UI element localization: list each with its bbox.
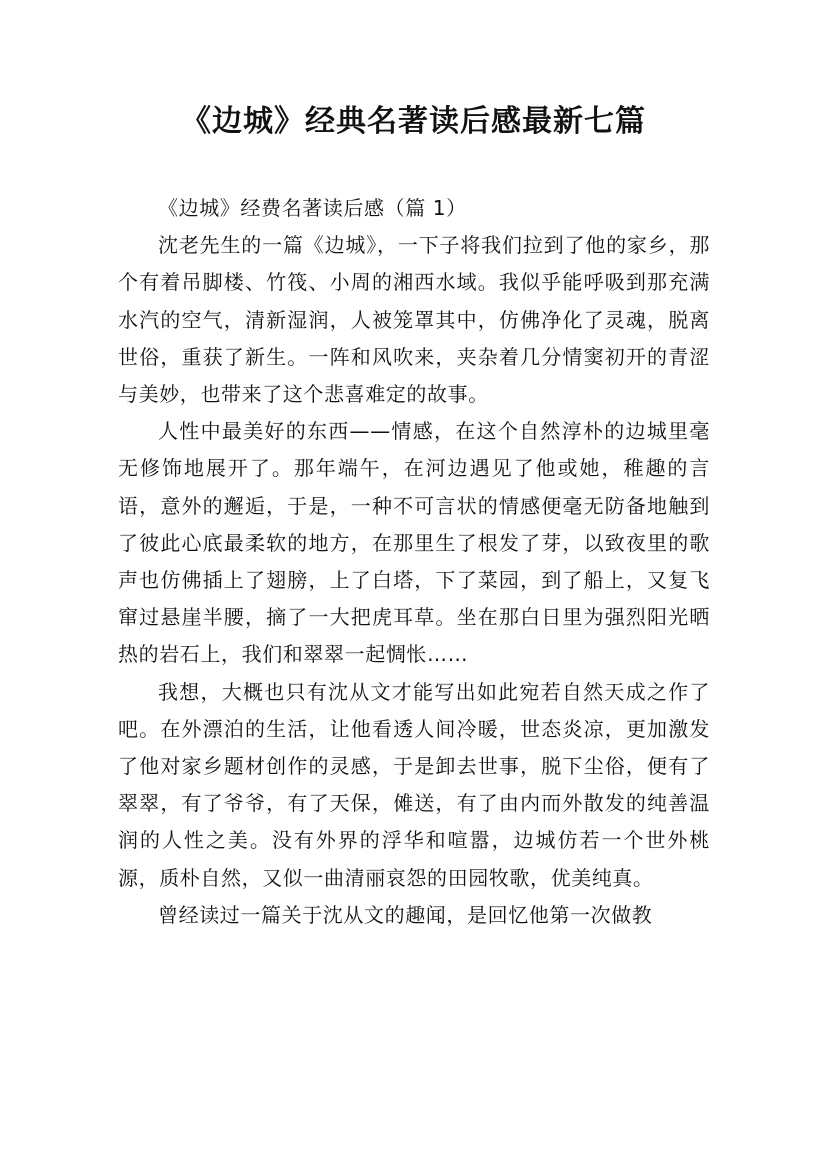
paragraph-3: 我想，大概也只有沈从文才能写出如此宛若自然天成之作了吧。在外漂泊的生活，让他看透人间冷暖，世态炎凉，更加激发了他对家乡题材创作的灵感，于是卸去世事，脱下尘俗，便有了翠翠，有了爷爷，有了天保，傩送，有了由内而外散发的纯善温润的人性之美。没有外界的浮华和喧嚣，边城仿若一个世外桃源，质朴自然，又似一曲清丽哀怨的田园牧歌，优美纯真。: [118, 679, 710, 890]
document-body: [118, 190, 710, 934]
paragraph-1: 沈老先生的一篇《边城》，一下子将我们拉到了他的家乡，那个有着吊脚楼、竹筏、小周的湘西水域。我似乎能呼吸到那充满水汽的空气，清新湿润，人被笼罩其中，仿佛净化了灵魂，脱离世俗，重获了新生。一阵和风吹来，夹杂着几分情窦初开的青涩与美妙，也带来了这个悲喜难定的故事。: [118, 233, 710, 407]
paragraph-2: 人性中最美好的东西——情感，在这个自然淳朴的边城里毫无修饰地展开了。那年端午，在河边遇见了他或她，稚趣的言语，意外的邂逅，于是，一种不可言状的情感便毫无防备地触到了彼此心底最柔软的地方，在那里生了根发了芽，以致夜里的歌声也仿佛插上了翅膀，上了白塔，下了菜园，到了船上，又复飞窜过悬崖半腰，摘了一大把虎耳草。坐在那白日里为强烈阳光晒热的岩石上，我们和翠翠一起惆怅……: [118, 419, 710, 667]
paragraph-4: 曾经读过一篇关于沈从文的趣闻，是回忆他第一次做教: [158, 902, 653, 927]
section-subheading: 《边城》经费名著读后感（篇 1）: [158, 196, 467, 220]
document-title: 《边城》经典名著读后感最新七篇: [181, 104, 646, 139]
